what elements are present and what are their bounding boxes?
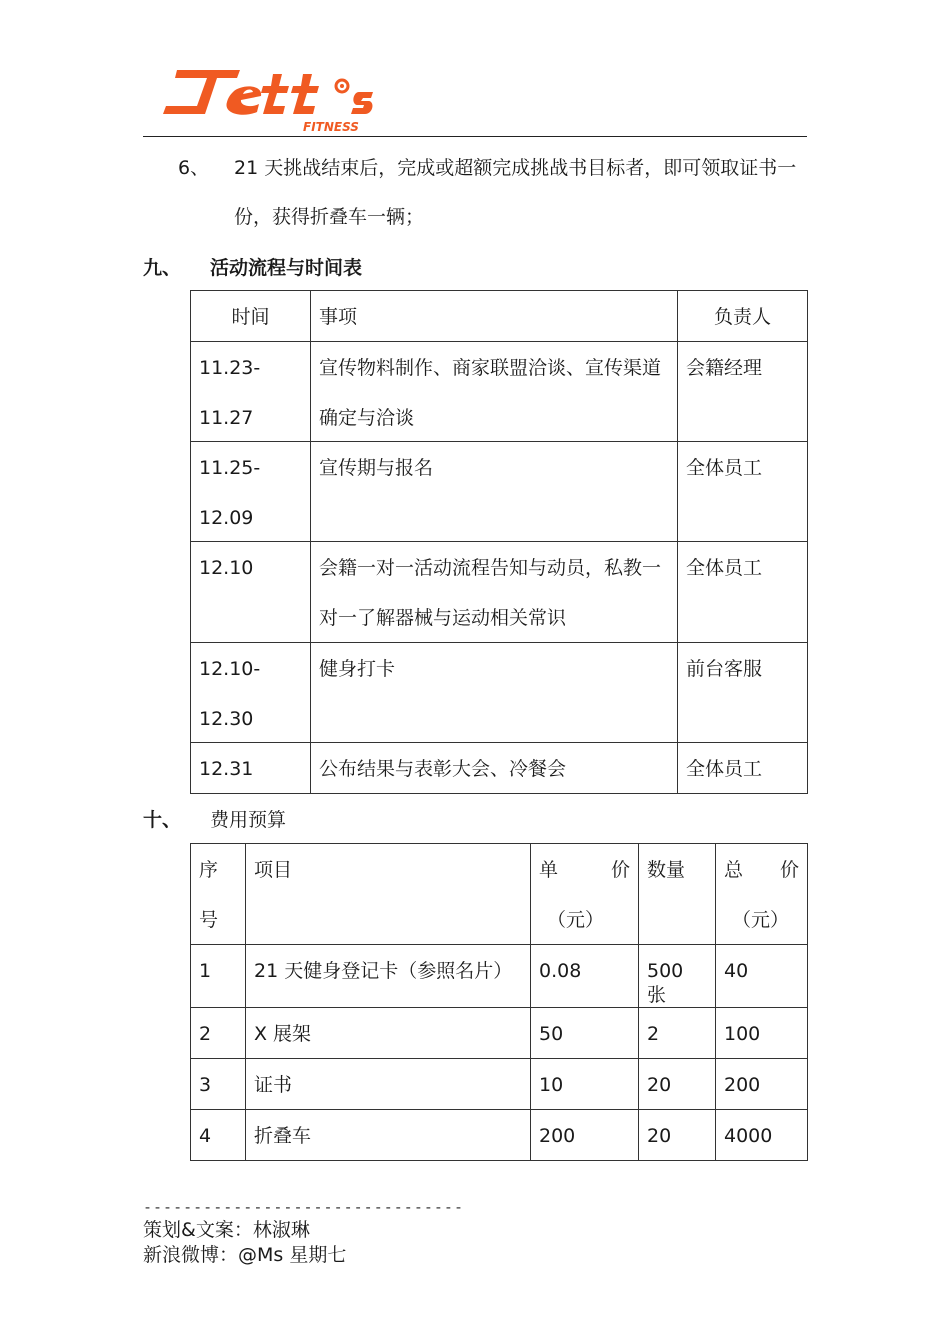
row-quantity: 500 张: [639, 945, 716, 1008]
row-quantity: 2: [639, 1008, 716, 1059]
logo-mark: [163, 70, 373, 115]
section-10-title: 费用预算: [210, 809, 287, 831]
row-time: 12.31: [191, 743, 311, 794]
header-unit-price: 单 价 （元）: [531, 844, 639, 945]
row-total: 200: [716, 1059, 808, 1110]
row-time: 11.25- 12.09: [191, 442, 311, 542]
row-quantity: 20: [639, 1059, 716, 1110]
row-item: 证书: [246, 1059, 531, 1110]
row-total: 100: [716, 1008, 808, 1059]
row-unit-price: 50: [531, 1008, 639, 1059]
row-item: 公布结果与表彰大会、冷餐会: [311, 743, 678, 794]
header-rule: [143, 136, 807, 137]
row-owner: 全体员工: [678, 743, 808, 794]
table-header-row: [191, 291, 808, 342]
section-9-title: 活动流程与时间表: [210, 257, 363, 279]
footer-divider: --------------------------------: [143, 1198, 464, 1216]
row-number: 4: [191, 1110, 246, 1161]
row-number: 3: [191, 1059, 246, 1110]
table-row: [191, 643, 808, 743]
row-number: 1: [191, 945, 246, 1008]
row-quantity: 20: [639, 1110, 716, 1161]
footer-author: 策划&文案：林淑琳: [143, 1219, 310, 1241]
row-owner: 会籍经理: [678, 342, 808, 442]
header-quantity: 数量: [639, 844, 716, 945]
row-number: 2: [191, 1008, 246, 1059]
row-time: 12.10- 12.30: [191, 643, 311, 743]
table-row: [191, 743, 808, 794]
header-total-price: 总 价 （元）: [716, 844, 808, 945]
budget-table: [190, 843, 808, 1161]
item-6-line1: 21 天挑战结束后，完成或超额完成挑战书目标者，即可领取证书一: [234, 157, 797, 179]
row-owner: 全体员工: [678, 442, 808, 542]
table-row: [191, 542, 808, 643]
row-item: 会籍一对一活动流程告知与动员，私教一 对一了解器械与运动相关常识: [311, 542, 678, 643]
row-unit-price: 0.08: [531, 945, 639, 1008]
jetts-fitness-logo: [155, 62, 380, 137]
table-row: [191, 342, 808, 442]
row-time: 12.10: [191, 542, 311, 643]
section-9-number: 九、: [143, 257, 182, 279]
table-row: [191, 1059, 808, 1110]
row-owner: 全体员工: [678, 542, 808, 643]
row-total: 40: [716, 945, 808, 1008]
header-number: 序 号: [191, 844, 246, 945]
item-6-line2: 份，获得折叠车一辆；: [234, 206, 425, 228]
table-row: [191, 1008, 808, 1059]
table-row: [191, 1110, 808, 1161]
footer-weibo: 新浪微博：@Ms 星期七: [143, 1244, 347, 1266]
item-6-number: 6、: [178, 157, 210, 179]
section-10-number: 十、: [143, 809, 182, 831]
row-item: 宣传物料制作、商家联盟洽谈、宣传渠道 确定与洽谈: [311, 342, 678, 442]
schedule-table: [190, 290, 808, 794]
row-time: 11.23- 11.27: [191, 342, 311, 442]
row-total: 4000: [716, 1110, 808, 1161]
row-item: 折叠车: [246, 1110, 531, 1161]
logo-subtitle: FITNESS: [303, 120, 359, 134]
header-owner: 负责人: [678, 291, 808, 342]
row-unit-price: 200: [531, 1110, 639, 1161]
row-item: X 展架: [246, 1008, 531, 1059]
table-row: [191, 442, 808, 542]
header-item: 项目: [246, 844, 531, 945]
table-header-row: [191, 844, 808, 945]
row-item: 宣传期与报名: [311, 442, 678, 542]
row-item: 健身打卡: [311, 643, 678, 743]
header-item: 事项: [311, 291, 678, 342]
table-row: [191, 945, 808, 1008]
header-time: 时间: [191, 291, 311, 342]
row-owner: 前台客服: [678, 643, 808, 743]
row-unit-price: 10: [531, 1059, 639, 1110]
row-item: 21 天健身登记卡（参照名片）: [246, 945, 531, 1008]
